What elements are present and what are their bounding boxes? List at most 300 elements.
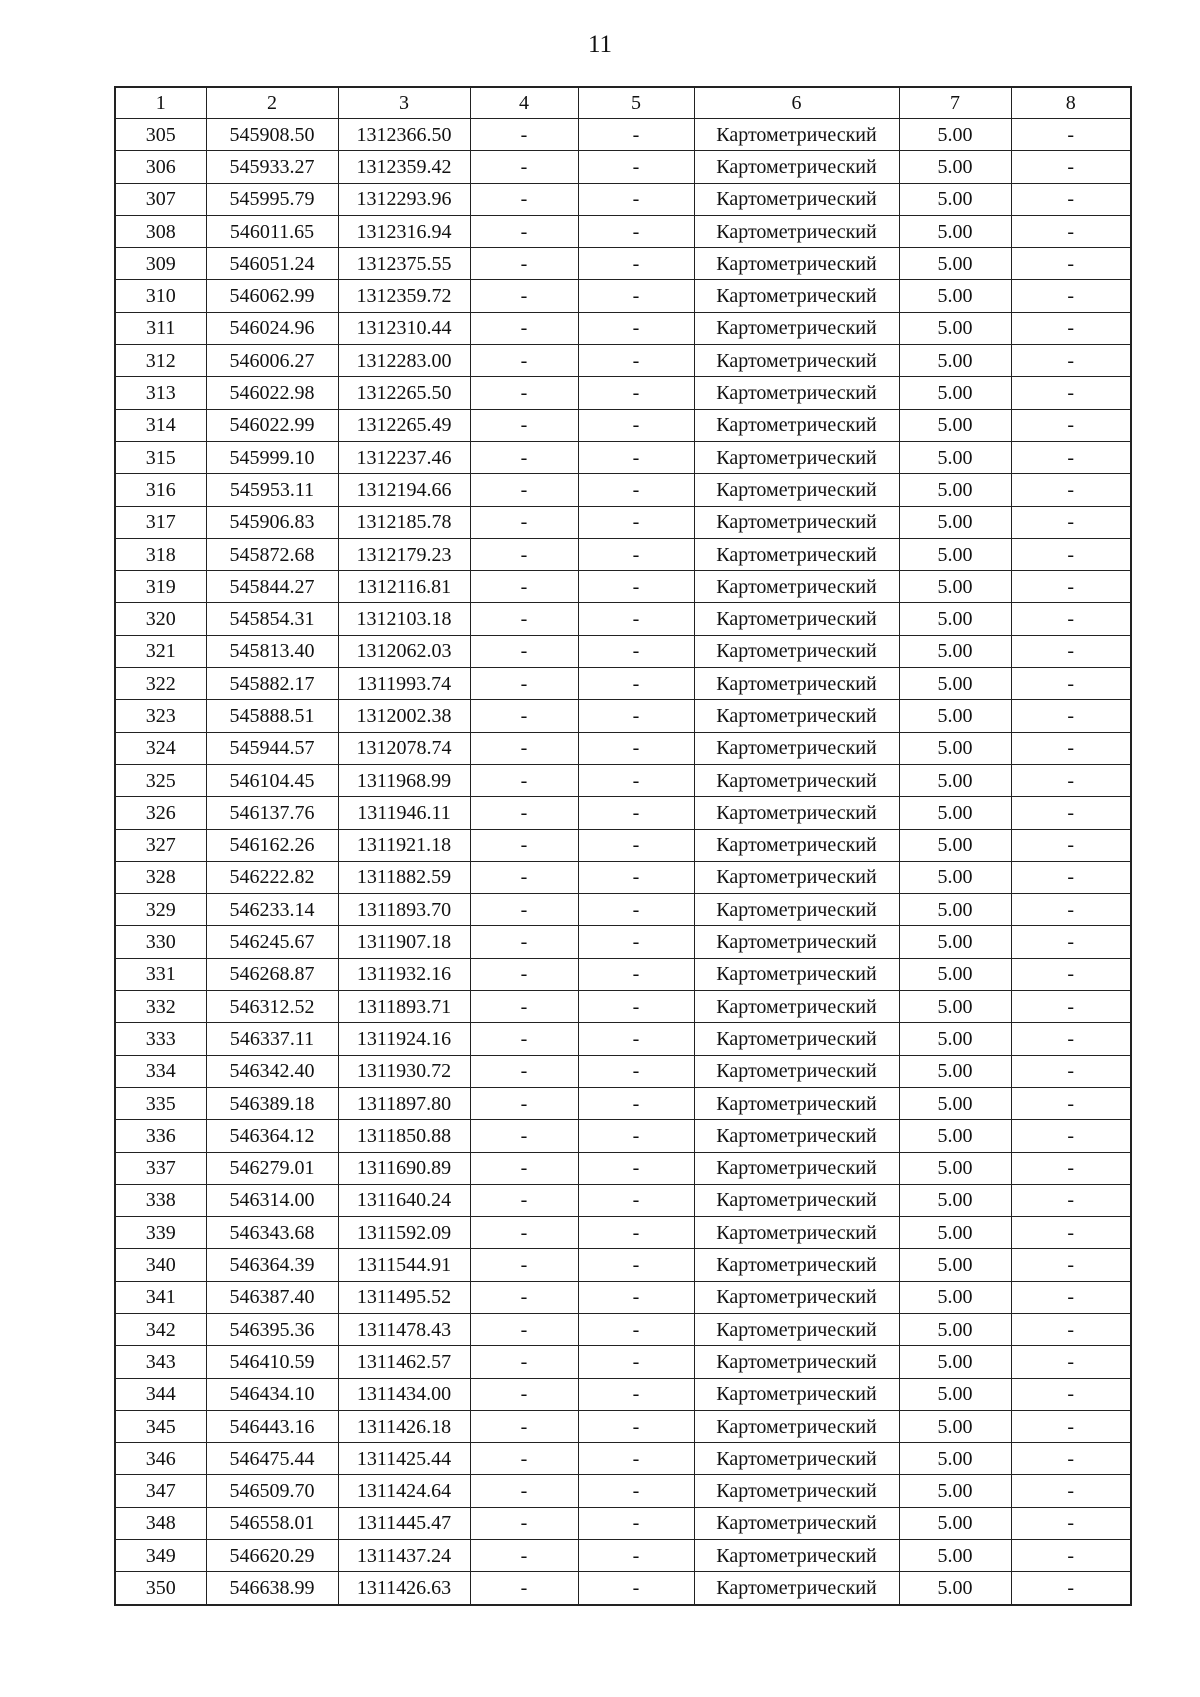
column-header-2: 2 bbox=[206, 87, 338, 119]
cell-y-coordinate: 1312283.00 bbox=[338, 345, 470, 377]
cell-precision: 5.00 bbox=[899, 215, 1011, 247]
cell-method: Картометрический bbox=[694, 1507, 899, 1539]
cell-y-coordinate: 1312116.81 bbox=[338, 571, 470, 603]
cell-col-5: - bbox=[578, 1378, 694, 1410]
table-row bbox=[115, 345, 1131, 377]
coordinates-table bbox=[114, 86, 1132, 1606]
cell-precision: 5.00 bbox=[899, 1572, 1011, 1605]
cell-point-number: 311 bbox=[115, 312, 206, 344]
cell-point-number: 327 bbox=[115, 829, 206, 861]
cell-point-number: 331 bbox=[115, 958, 206, 990]
cell-col-4: - bbox=[470, 1540, 578, 1572]
cell-col-4: - bbox=[470, 474, 578, 506]
cell-precision: 5.00 bbox=[899, 894, 1011, 926]
cell-y-coordinate: 1312265.49 bbox=[338, 409, 470, 441]
cell-col-5: - bbox=[578, 797, 694, 829]
table-row bbox=[115, 1378, 1131, 1410]
cell-col-5: - bbox=[578, 1055, 694, 1087]
cell-method: Картометрический bbox=[694, 280, 899, 312]
cell-x-coordinate: 546022.98 bbox=[206, 377, 338, 409]
cell-method: Картометрический bbox=[694, 668, 899, 700]
cell-x-coordinate: 545944.57 bbox=[206, 732, 338, 764]
cell-col-4: - bbox=[470, 926, 578, 958]
cell-point-number: 332 bbox=[115, 991, 206, 1023]
cell-precision: 5.00 bbox=[899, 377, 1011, 409]
table-row bbox=[115, 1023, 1131, 1055]
cell-col-4: - bbox=[470, 1507, 578, 1539]
cell-x-coordinate: 545854.31 bbox=[206, 603, 338, 635]
cell-precision: 5.00 bbox=[899, 119, 1011, 151]
cell-point-number: 323 bbox=[115, 700, 206, 732]
cell-precision: 5.00 bbox=[899, 991, 1011, 1023]
cell-col-5: - bbox=[578, 1410, 694, 1442]
cell-col-5: - bbox=[578, 474, 694, 506]
cell-col-5: - bbox=[578, 1346, 694, 1378]
cell-col-4: - bbox=[470, 1023, 578, 1055]
table-row bbox=[115, 280, 1131, 312]
cell-point-number: 346 bbox=[115, 1443, 206, 1475]
column-header-6: 6 bbox=[694, 87, 899, 119]
cell-col-5: - bbox=[578, 571, 694, 603]
cell-x-coordinate: 545813.40 bbox=[206, 635, 338, 667]
table-row bbox=[115, 764, 1131, 796]
cell-col-8: - bbox=[1011, 894, 1131, 926]
cell-col-5: - bbox=[578, 538, 694, 570]
cell-point-number: 334 bbox=[115, 1055, 206, 1087]
cell-x-coordinate: 546024.96 bbox=[206, 312, 338, 344]
cell-x-coordinate: 546342.40 bbox=[206, 1055, 338, 1087]
table-row bbox=[115, 215, 1131, 247]
cell-col-8: - bbox=[1011, 829, 1131, 861]
cell-x-coordinate: 546006.27 bbox=[206, 345, 338, 377]
cell-col-4: - bbox=[470, 861, 578, 893]
cell-precision: 5.00 bbox=[899, 861, 1011, 893]
cell-point-number: 318 bbox=[115, 538, 206, 570]
cell-precision: 5.00 bbox=[899, 474, 1011, 506]
cell-y-coordinate: 1311478.43 bbox=[338, 1313, 470, 1345]
table-row bbox=[115, 1572, 1131, 1605]
cell-x-coordinate: 546222.82 bbox=[206, 861, 338, 893]
cell-col-4: - bbox=[470, 991, 578, 1023]
cell-y-coordinate: 1311921.18 bbox=[338, 829, 470, 861]
cell-x-coordinate: 546279.01 bbox=[206, 1152, 338, 1184]
cell-col-5: - bbox=[578, 1217, 694, 1249]
cell-y-coordinate: 1312359.42 bbox=[338, 151, 470, 183]
cell-col-8: - bbox=[1011, 1055, 1131, 1087]
cell-method: Картометрический bbox=[694, 1152, 899, 1184]
cell-point-number: 322 bbox=[115, 668, 206, 700]
cell-x-coordinate: 545872.68 bbox=[206, 538, 338, 570]
cell-point-number: 347 bbox=[115, 1475, 206, 1507]
cell-col-8: - bbox=[1011, 441, 1131, 473]
cell-point-number: 316 bbox=[115, 474, 206, 506]
cell-y-coordinate: 1311462.57 bbox=[338, 1346, 470, 1378]
cell-y-coordinate: 1311445.47 bbox=[338, 1507, 470, 1539]
cell-y-coordinate: 1311424.64 bbox=[338, 1475, 470, 1507]
cell-precision: 5.00 bbox=[899, 1152, 1011, 1184]
cell-col-4: - bbox=[470, 377, 578, 409]
cell-col-4: - bbox=[470, 1378, 578, 1410]
cell-point-number: 312 bbox=[115, 345, 206, 377]
cell-method: Картометрический bbox=[694, 119, 899, 151]
cell-precision: 5.00 bbox=[899, 1313, 1011, 1345]
cell-precision: 5.00 bbox=[899, 700, 1011, 732]
cell-col-4: - bbox=[470, 894, 578, 926]
cell-col-5: - bbox=[578, 248, 694, 280]
cell-col-5: - bbox=[578, 700, 694, 732]
cell-point-number: 306 bbox=[115, 151, 206, 183]
cell-method: Картометрический bbox=[694, 1540, 899, 1572]
cell-precision: 5.00 bbox=[899, 1249, 1011, 1281]
cell-col-4: - bbox=[470, 409, 578, 441]
table-row bbox=[115, 1313, 1131, 1345]
cell-point-number: 328 bbox=[115, 861, 206, 893]
cell-x-coordinate: 546337.11 bbox=[206, 1023, 338, 1055]
cell-col-8: - bbox=[1011, 345, 1131, 377]
cell-y-coordinate: 1311924.16 bbox=[338, 1023, 470, 1055]
cell-point-number: 314 bbox=[115, 409, 206, 441]
table-row bbox=[115, 183, 1131, 215]
cell-y-coordinate: 1312237.46 bbox=[338, 441, 470, 473]
cell-col-4: - bbox=[470, 1152, 578, 1184]
cell-x-coordinate: 546011.65 bbox=[206, 215, 338, 247]
cell-method: Картометрический bbox=[694, 1087, 899, 1119]
cell-x-coordinate: 546395.36 bbox=[206, 1313, 338, 1345]
cell-y-coordinate: 1312179.23 bbox=[338, 538, 470, 570]
cell-method: Картометрический bbox=[694, 732, 899, 764]
header-row bbox=[115, 87, 1131, 119]
cell-method: Картометрический bbox=[694, 1475, 899, 1507]
table-row bbox=[115, 151, 1131, 183]
table-header bbox=[115, 87, 1131, 119]
column-header-7: 7 bbox=[899, 87, 1011, 119]
cell-y-coordinate: 1311690.89 bbox=[338, 1152, 470, 1184]
cell-col-8: - bbox=[1011, 1507, 1131, 1539]
cell-col-8: - bbox=[1011, 668, 1131, 700]
cell-precision: 5.00 bbox=[899, 1023, 1011, 1055]
table-row bbox=[115, 571, 1131, 603]
cell-method: Картометрический bbox=[694, 797, 899, 829]
cell-col-8: - bbox=[1011, 1346, 1131, 1378]
table-row bbox=[115, 441, 1131, 473]
cell-precision: 5.00 bbox=[899, 1281, 1011, 1313]
table-row bbox=[115, 894, 1131, 926]
cell-precision: 5.00 bbox=[899, 1410, 1011, 1442]
cell-x-coordinate: 546104.45 bbox=[206, 764, 338, 796]
cell-method: Картометрический bbox=[694, 1055, 899, 1087]
cell-y-coordinate: 1311907.18 bbox=[338, 926, 470, 958]
cell-col-8: - bbox=[1011, 861, 1131, 893]
cell-col-4: - bbox=[470, 1443, 578, 1475]
cell-col-8: - bbox=[1011, 1410, 1131, 1442]
table-row bbox=[115, 1540, 1131, 1572]
cell-col-8: - bbox=[1011, 571, 1131, 603]
cell-point-number: 338 bbox=[115, 1184, 206, 1216]
table-row bbox=[115, 119, 1131, 151]
cell-point-number: 339 bbox=[115, 1217, 206, 1249]
cell-y-coordinate: 1311425.44 bbox=[338, 1443, 470, 1475]
cell-col-8: - bbox=[1011, 764, 1131, 796]
cell-y-coordinate: 1311544.91 bbox=[338, 1249, 470, 1281]
cell-precision: 5.00 bbox=[899, 732, 1011, 764]
cell-x-coordinate: 546268.87 bbox=[206, 958, 338, 990]
cell-col-5: - bbox=[578, 1023, 694, 1055]
cell-method: Картометрический bbox=[694, 1184, 899, 1216]
cell-x-coordinate: 546509.70 bbox=[206, 1475, 338, 1507]
cell-point-number: 335 bbox=[115, 1087, 206, 1119]
cell-y-coordinate: 1311434.00 bbox=[338, 1378, 470, 1410]
cell-x-coordinate: 546343.68 bbox=[206, 1217, 338, 1249]
cell-method: Картометрический bbox=[694, 1281, 899, 1313]
cell-method: Картометрический bbox=[694, 183, 899, 215]
cell-x-coordinate: 546312.52 bbox=[206, 991, 338, 1023]
column-header-1: 1 bbox=[115, 87, 206, 119]
cell-precision: 5.00 bbox=[899, 1055, 1011, 1087]
cell-col-8: - bbox=[1011, 926, 1131, 958]
cell-point-number: 324 bbox=[115, 732, 206, 764]
cell-col-5: - bbox=[578, 441, 694, 473]
cell-col-4: - bbox=[470, 797, 578, 829]
cell-col-8: - bbox=[1011, 1217, 1131, 1249]
cell-col-4: - bbox=[470, 958, 578, 990]
cell-method: Картометрический bbox=[694, 1217, 899, 1249]
cell-col-8: - bbox=[1011, 1572, 1131, 1605]
cell-col-4: - bbox=[470, 280, 578, 312]
table-row bbox=[115, 312, 1131, 344]
table-row bbox=[115, 474, 1131, 506]
cell-col-8: - bbox=[1011, 538, 1131, 570]
cell-col-8: - bbox=[1011, 1152, 1131, 1184]
cell-precision: 5.00 bbox=[899, 1378, 1011, 1410]
cell-col-5: - bbox=[578, 603, 694, 635]
cell-col-8: - bbox=[1011, 603, 1131, 635]
cell-col-4: - bbox=[470, 248, 578, 280]
cell-col-8: - bbox=[1011, 506, 1131, 538]
cell-x-coordinate: 546620.29 bbox=[206, 1540, 338, 1572]
cell-precision: 5.00 bbox=[899, 1443, 1011, 1475]
cell-col-5: - bbox=[578, 894, 694, 926]
cell-point-number: 341 bbox=[115, 1281, 206, 1313]
table-row bbox=[115, 1475, 1131, 1507]
cell-method: Картометрический bbox=[694, 506, 899, 538]
cell-precision: 5.00 bbox=[899, 538, 1011, 570]
cell-y-coordinate: 1311882.59 bbox=[338, 861, 470, 893]
cell-x-coordinate: 546314.00 bbox=[206, 1184, 338, 1216]
table-row bbox=[115, 668, 1131, 700]
cell-method: Картометрический bbox=[694, 248, 899, 280]
cell-y-coordinate: 1311640.24 bbox=[338, 1184, 470, 1216]
cell-col-4: - bbox=[470, 829, 578, 861]
cell-col-4: - bbox=[470, 1281, 578, 1313]
table-row bbox=[115, 377, 1131, 409]
table-row bbox=[115, 958, 1131, 990]
cell-col-5: - bbox=[578, 377, 694, 409]
cell-precision: 5.00 bbox=[899, 764, 1011, 796]
cell-col-5: - bbox=[578, 183, 694, 215]
cell-col-5: - bbox=[578, 1540, 694, 1572]
cell-col-4: - bbox=[470, 312, 578, 344]
cell-col-4: - bbox=[470, 764, 578, 796]
cell-y-coordinate: 1312002.38 bbox=[338, 700, 470, 732]
cell-method: Картометрический bbox=[694, 603, 899, 635]
cell-col-8: - bbox=[1011, 280, 1131, 312]
cell-col-8: - bbox=[1011, 377, 1131, 409]
cell-col-4: - bbox=[470, 506, 578, 538]
table-row bbox=[115, 1281, 1131, 1313]
cell-x-coordinate: 546364.12 bbox=[206, 1120, 338, 1152]
cell-x-coordinate: 545906.83 bbox=[206, 506, 338, 538]
table-row bbox=[115, 1152, 1131, 1184]
cell-col-8: - bbox=[1011, 1249, 1131, 1281]
table-row bbox=[115, 1346, 1131, 1378]
cell-x-coordinate: 546233.14 bbox=[206, 894, 338, 926]
cell-method: Картометрический bbox=[694, 312, 899, 344]
cell-col-4: - bbox=[470, 732, 578, 764]
cell-col-8: - bbox=[1011, 700, 1131, 732]
cell-method: Картометрический bbox=[694, 345, 899, 377]
cell-precision: 5.00 bbox=[899, 1120, 1011, 1152]
cell-method: Картометрический bbox=[694, 1410, 899, 1442]
cell-point-number: 348 bbox=[115, 1507, 206, 1539]
cell-x-coordinate: 546051.24 bbox=[206, 248, 338, 280]
cell-col-5: - bbox=[578, 409, 694, 441]
table-row bbox=[115, 603, 1131, 635]
cell-y-coordinate: 1312194.66 bbox=[338, 474, 470, 506]
cell-point-number: 349 bbox=[115, 1540, 206, 1572]
cell-y-coordinate: 1311930.72 bbox=[338, 1055, 470, 1087]
cell-y-coordinate: 1311495.52 bbox=[338, 1281, 470, 1313]
cell-precision: 5.00 bbox=[899, 345, 1011, 377]
cell-y-coordinate: 1312310.44 bbox=[338, 312, 470, 344]
cell-col-8: - bbox=[1011, 474, 1131, 506]
cell-col-4: - bbox=[470, 215, 578, 247]
cell-point-number: 343 bbox=[115, 1346, 206, 1378]
cell-x-coordinate: 545888.51 bbox=[206, 700, 338, 732]
cell-col-5: - bbox=[578, 926, 694, 958]
cell-col-5: - bbox=[578, 668, 694, 700]
cell-point-number: 345 bbox=[115, 1410, 206, 1442]
cell-col-4: - bbox=[470, 1120, 578, 1152]
cell-precision: 5.00 bbox=[899, 571, 1011, 603]
cell-precision: 5.00 bbox=[899, 183, 1011, 215]
cell-col-8: - bbox=[1011, 1087, 1131, 1119]
table-row bbox=[115, 829, 1131, 861]
table-row bbox=[115, 538, 1131, 570]
cell-method: Картометрический bbox=[694, 1120, 899, 1152]
cell-col-5: - bbox=[578, 151, 694, 183]
table-row bbox=[115, 797, 1131, 829]
page-number: 11 bbox=[587, 31, 613, 58]
cell-y-coordinate: 1312375.55 bbox=[338, 248, 470, 280]
cell-col-8: - bbox=[1011, 215, 1131, 247]
table-row bbox=[115, 1055, 1131, 1087]
cell-col-8: - bbox=[1011, 1023, 1131, 1055]
cell-y-coordinate: 1311426.63 bbox=[338, 1572, 470, 1605]
cell-x-coordinate: 546389.18 bbox=[206, 1087, 338, 1119]
cell-precision: 5.00 bbox=[899, 603, 1011, 635]
table-row bbox=[115, 248, 1131, 280]
cell-y-coordinate: 1311946.11 bbox=[338, 797, 470, 829]
cell-x-coordinate: 545908.50 bbox=[206, 119, 338, 151]
cell-col-4: - bbox=[470, 668, 578, 700]
cell-col-4: - bbox=[470, 1217, 578, 1249]
table-body bbox=[115, 119, 1131, 1605]
cell-col-5: - bbox=[578, 345, 694, 377]
cell-col-8: - bbox=[1011, 1120, 1131, 1152]
cell-col-8: - bbox=[1011, 409, 1131, 441]
cell-x-coordinate: 545953.11 bbox=[206, 474, 338, 506]
cell-point-number: 344 bbox=[115, 1378, 206, 1410]
cell-col-5: - bbox=[578, 861, 694, 893]
cell-precision: 5.00 bbox=[899, 1184, 1011, 1216]
table-row bbox=[115, 732, 1131, 764]
cell-col-8: - bbox=[1011, 958, 1131, 990]
cell-precision: 5.00 bbox=[899, 248, 1011, 280]
cell-method: Картометрический bbox=[694, 538, 899, 570]
cell-method: Картометрический bbox=[694, 958, 899, 990]
table-row bbox=[115, 1217, 1131, 1249]
table-row bbox=[115, 1120, 1131, 1152]
cell-col-5: - bbox=[578, 764, 694, 796]
cell-col-8: - bbox=[1011, 1184, 1131, 1216]
cell-point-number: 308 bbox=[115, 215, 206, 247]
cell-method: Картометрический bbox=[694, 926, 899, 958]
cell-y-coordinate: 1311850.88 bbox=[338, 1120, 470, 1152]
cell-col-4: - bbox=[470, 183, 578, 215]
cell-y-coordinate: 1312103.18 bbox=[338, 603, 470, 635]
cell-col-5: - bbox=[578, 1507, 694, 1539]
cell-point-number: 326 bbox=[115, 797, 206, 829]
cell-col-8: - bbox=[1011, 797, 1131, 829]
cell-col-5: - bbox=[578, 829, 694, 861]
cell-point-number: 317 bbox=[115, 506, 206, 538]
cell-col-4: - bbox=[470, 571, 578, 603]
cell-precision: 5.00 bbox=[899, 1217, 1011, 1249]
cell-col-8: - bbox=[1011, 732, 1131, 764]
cell-point-number: 315 bbox=[115, 441, 206, 473]
cell-y-coordinate: 1311893.70 bbox=[338, 894, 470, 926]
cell-y-coordinate: 1311592.09 bbox=[338, 1217, 470, 1249]
cell-x-coordinate: 546137.76 bbox=[206, 797, 338, 829]
cell-x-coordinate: 545882.17 bbox=[206, 668, 338, 700]
cell-col-4: - bbox=[470, 1313, 578, 1345]
cell-col-5: - bbox=[578, 1572, 694, 1605]
cell-col-5: - bbox=[578, 506, 694, 538]
cell-col-5: - bbox=[578, 1281, 694, 1313]
table-row bbox=[115, 635, 1131, 667]
cell-col-5: - bbox=[578, 991, 694, 1023]
cell-precision: 5.00 bbox=[899, 1475, 1011, 1507]
cell-point-number: 330 bbox=[115, 926, 206, 958]
cell-col-8: - bbox=[1011, 312, 1131, 344]
cell-point-number: 329 bbox=[115, 894, 206, 926]
table-row bbox=[115, 1507, 1131, 1539]
cell-col-8: - bbox=[1011, 1475, 1131, 1507]
cell-point-number: 336 bbox=[115, 1120, 206, 1152]
cell-precision: 5.00 bbox=[899, 1540, 1011, 1572]
cell-method: Картометрический bbox=[694, 409, 899, 441]
cell-col-4: - bbox=[470, 1410, 578, 1442]
cell-col-8: - bbox=[1011, 1378, 1131, 1410]
cell-col-8: - bbox=[1011, 1313, 1131, 1345]
column-header-8: 8 bbox=[1011, 87, 1131, 119]
cell-col-8: - bbox=[1011, 119, 1131, 151]
cell-precision: 5.00 bbox=[899, 1507, 1011, 1539]
cell-x-coordinate: 546475.44 bbox=[206, 1443, 338, 1475]
cell-precision: 5.00 bbox=[899, 958, 1011, 990]
cell-method: Картометрический bbox=[694, 635, 899, 667]
cell-col-5: - bbox=[578, 1152, 694, 1184]
